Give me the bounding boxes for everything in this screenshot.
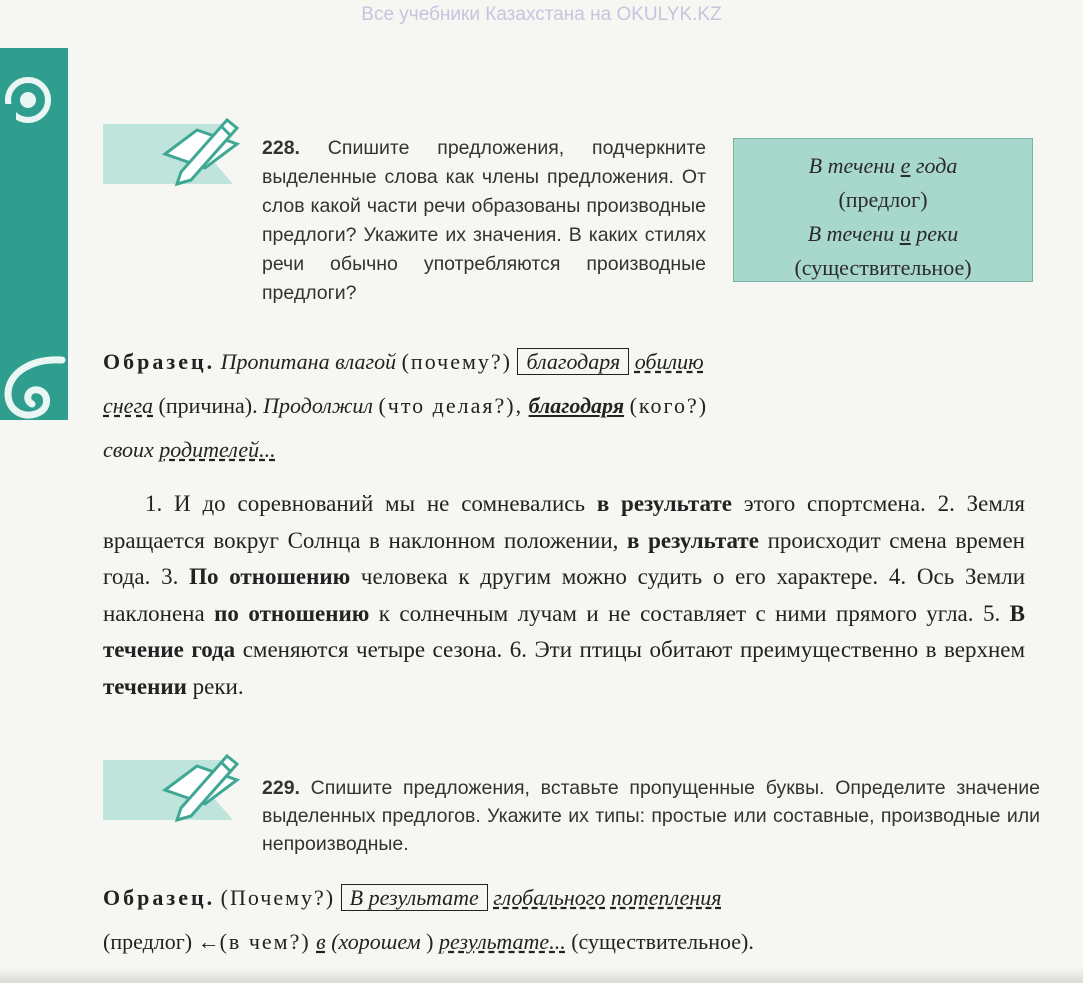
task-text: Спишите предложения, вставьте пропущенные буквы. Определите значение выделенных предлогов. Укажите их типы: простые или составные, производные или непроизводные.	[262, 777, 1040, 855]
swirl-ornament-icon	[0, 354, 66, 424]
sentence-text: сменяются четыре сезона. 6. Эти птицы обитают преимущественно в верхнем	[235, 637, 1026, 662]
pencil-icon	[155, 110, 255, 188]
note-line: реки	[916, 221, 959, 246]
task-text: Спишите предложения, подчеркните выделенные слова как члены предложения. От слов какой части речи образованы производные предлоги? Укажите их значения. В каких стилях речи обычно употребляются производные предлоги?	[262, 137, 706, 304]
sample-word: результате...	[438, 929, 566, 954]
highlight-word: течении	[103, 673, 187, 699]
sample-word: глобального	[493, 885, 606, 910]
sample-note: (причина).	[158, 393, 258, 418]
sample-word: влагой	[335, 349, 397, 374]
sample-note: (существительное).	[571, 929, 754, 954]
arrow-left-icon: ←	[197, 929, 220, 954]
sentence-text: реки.	[186, 673, 244, 699]
task-number: 228.	[262, 137, 300, 159]
sample-word: Продолжил	[263, 393, 373, 418]
page-bottom-edge	[0, 968, 1083, 983]
sample-word: родителей...	[159, 437, 276, 462]
note-line: В течени	[808, 153, 896, 178]
sample-word: снега	[103, 393, 154, 418]
task-banner	[103, 124, 263, 184]
sample-228	[103, 340, 1033, 472]
highlight-word: По отношению	[189, 564, 351, 589]
sample-229	[103, 876, 1033, 964]
sample-word: Пропитана	[220, 349, 330, 374]
sample-question: (в чем?)	[219, 929, 311, 954]
sentence-text: происходит смена времен года. 3.	[103, 527, 1025, 589]
highlight-word: в результате	[627, 527, 759, 553]
highlight-word: в результате	[596, 491, 732, 516]
highlight-word: В течение года	[103, 600, 1026, 662]
note-line: (существительное)	[794, 255, 972, 280]
highlight-word: по отношению	[214, 600, 370, 626]
note-line: года	[915, 153, 958, 178]
sample-note: (предлог)	[103, 929, 193, 954]
sample-boxed-word: благодаря	[517, 348, 629, 375]
sample-word: своих	[103, 437, 154, 462]
task-number: 229.	[262, 777, 300, 799]
task-229-instructions	[262, 774, 1040, 858]
sentence-text: к солнечным лучам и не составляет с ними прямого угла. 5.	[369, 600, 1010, 626]
sample-word: благодаря	[528, 393, 625, 418]
sample-word: в	[316, 929, 326, 954]
sample-question: (что делая?),	[378, 393, 524, 418]
sentence-text: этого спортсмена. 2. Земля вращается вокруг Солнца в наклонном положении,	[103, 491, 1026, 553]
sample-boxed-word: В результате	[341, 884, 488, 911]
sample-word: )	[426, 929, 434, 954]
sample-word: обилию	[634, 349, 704, 374]
sentence-text: человека к другим можно судить о его характере. 4. Ось Земли наклонена	[103, 564, 1026, 626]
exercise-228-text	[103, 486, 1025, 705]
note-box	[733, 138, 1033, 282]
note-line: (предлог)	[838, 187, 928, 212]
sample-word: потепления	[610, 885, 722, 910]
note-letter: и	[899, 221, 911, 246]
sample-word: (хорошем	[331, 929, 421, 954]
note-letter: е	[900, 153, 911, 178]
swirl-ornament-icon	[2, 74, 54, 126]
sample-label: Образец.	[103, 349, 216, 374]
watermark: Все учебники Казахстана на OKULYK.KZ	[361, 4, 722, 25]
sentence-text: 1. И до соревнований мы не сомневались	[145, 491, 597, 516]
sample-question: (кого?)	[629, 393, 709, 418]
sample-question: (Почему?)	[220, 885, 336, 910]
task-banner	[103, 760, 263, 820]
task-228-instructions	[262, 134, 706, 308]
sample-label: Образец.	[103, 885, 216, 910]
pencil-icon	[155, 746, 255, 824]
sample-question: (почему?)	[401, 349, 512, 374]
note-line: В течени	[807, 221, 895, 246]
